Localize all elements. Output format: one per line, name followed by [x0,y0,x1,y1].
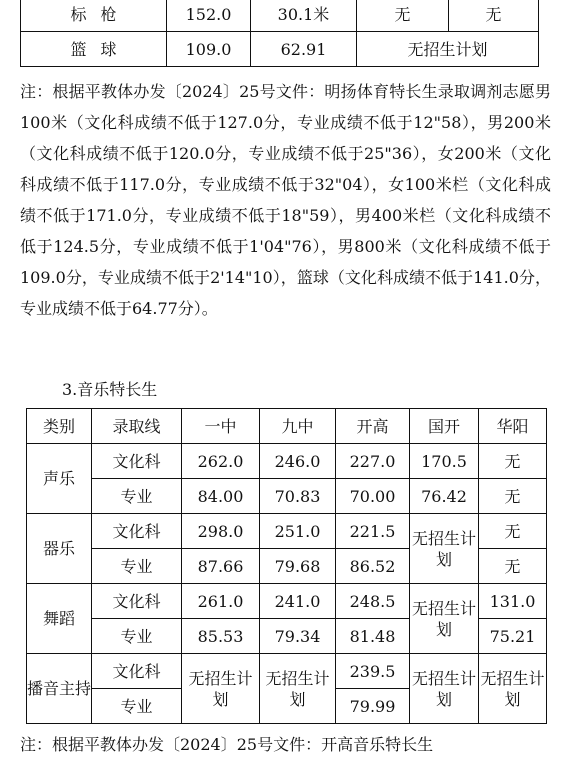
section-title: 3.音乐特长生 [62,380,158,399]
line-type-cell: 专业 [92,549,182,584]
score-cell: 79.34 [260,619,336,654]
no-enrollment-plan-cell: 无招生计划 [410,654,479,724]
score-cell: 85.53 [182,619,260,654]
score-cell: 262.0 [182,444,260,479]
score-cell: 170.5 [410,444,479,479]
line-type-cell: 文化科 [92,514,182,549]
category-cell: 器乐 [27,514,92,584]
score-cell: 76.42 [410,479,479,514]
score-cell: 无 [479,479,547,514]
score-cell: 70.83 [260,479,336,514]
score-cell: 79.68 [260,549,336,584]
score-cell: 无 [449,0,539,32]
table-row [27,444,547,479]
table-row [27,584,547,619]
score-cell: 248.5 [336,584,410,619]
no-enrollment-plan-cell: 无招生计划 [410,584,479,654]
line-type-cell: 专业 [92,619,182,654]
music-score-table [26,408,547,724]
table-header-row [27,409,547,444]
table-row [27,479,547,514]
table-row [27,654,547,689]
score-cell: 251.0 [260,514,336,549]
score-cell: 无 [479,549,547,584]
score-cell: 75.21 [479,619,547,654]
score-cell: 298.0 [182,514,260,549]
column-header: 一中 [182,409,260,444]
score-cell: 86.52 [336,549,410,584]
line-type-cell: 专业 [92,689,182,724]
score-cell: 62.91 [251,32,357,67]
score-cell: 227.0 [336,444,410,479]
score-cell: 131.0 [479,584,547,619]
score-cell: 246.0 [260,444,336,479]
category-cell: 播音主持 [27,654,92,724]
category-cell: 舞蹈 [27,584,92,654]
sports-admission-note: 注：根据平教体办发〔2024〕25号文件：明扬体育特长生录取调剂志愿男100米（文化科成绩不低于127.0分，专业成绩不低于12"58），男200米（文化科成绩不低于120.0分，专业成绩不低于25"36），女200米（文化科成绩不低于117.0分，专业成绩不低于32"04），女100米栏（文化科成绩不低于171.0分，专业成绩不低于18"59），男400米栏（文化科成绩不低于124.5分，专业成绩不低于1'04"76），男800米（文化科成绩不低于109.0分，专业成绩不低于2'14"10），篮球（文化科成绩不低于141.0分，专业成绩不低于64.77分）。 [20,82,551,318]
no-enrollment-plan-cell: 无招生计划 [357,32,539,67]
column-header: 九中 [260,409,336,444]
sport-name: 篮球 [21,32,167,67]
column-header: 国开 [410,409,479,444]
category-cell: 声乐 [27,444,92,514]
score-cell: 无 [357,0,449,32]
score-cell: 87.66 [182,549,260,584]
score-cell: 70.00 [336,479,410,514]
line-type-cell: 文化科 [92,444,182,479]
score-cell: 无 [479,444,547,479]
score-cell: 109.0 [167,32,251,67]
score-cell: 无 [479,514,547,549]
column-header: 录取线 [92,409,182,444]
score-cell: 239.5 [336,654,410,689]
score-cell: 152.0 [167,0,251,32]
line-type-cell: 文化科 [92,654,182,689]
sports-score-table-continued [20,0,539,67]
column-header: 华阳 [479,409,547,444]
table-row [21,0,539,32]
line-type-cell: 文化科 [92,584,182,619]
score-cell: 30.1米 [251,0,357,32]
music-admission-note: 注：根据平教体办发〔2024〕25号文件：开高音乐特长生 [20,735,434,754]
no-enrollment-plan-cell: 无招生计划 [182,654,260,724]
score-cell: 221.5 [336,514,410,549]
line-type-cell: 专业 [92,479,182,514]
no-enrollment-plan-cell: 无招生计划 [479,654,547,724]
column-header: 类别 [27,409,92,444]
table-row [27,514,547,549]
no-enrollment-plan-cell: 无招生计划 [410,514,479,584]
no-enrollment-plan-cell: 无招生计划 [260,654,336,724]
sport-name: 标枪 [21,0,167,32]
score-cell: 84.00 [182,479,260,514]
score-cell: 261.0 [182,584,260,619]
score-cell: 79.99 [336,689,410,724]
table-row [21,32,539,67]
score-cell: 241.0 [260,584,336,619]
score-cell: 81.48 [336,619,410,654]
column-header: 开高 [336,409,410,444]
